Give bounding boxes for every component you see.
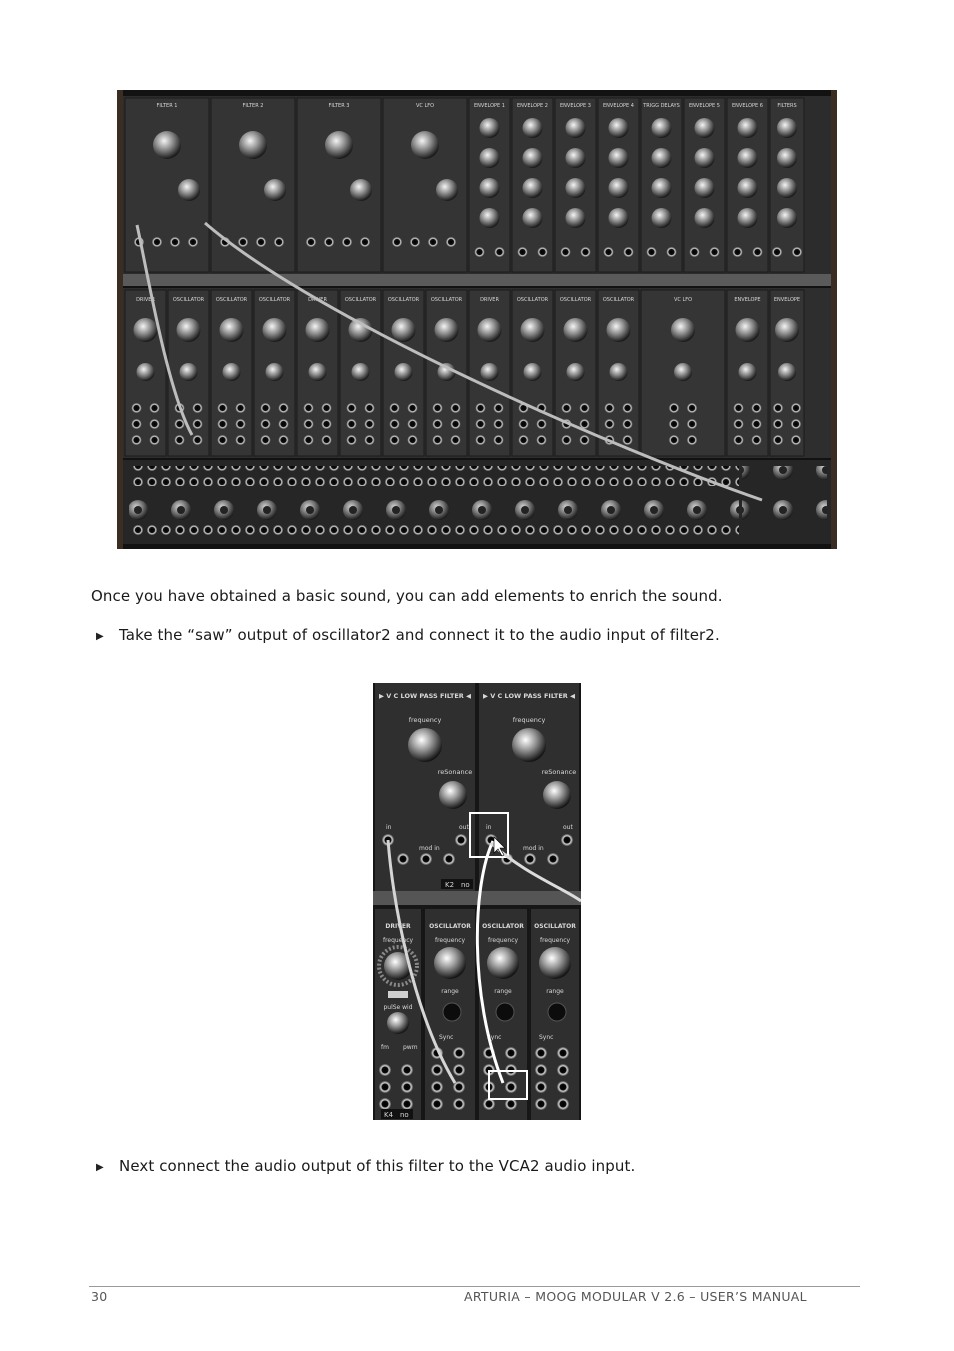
jack[interactable] <box>408 403 418 413</box>
module-knob[interactable] <box>309 363 327 381</box>
patch-jack[interactable] <box>431 1064 443 1076</box>
jack[interactable] <box>773 403 783 413</box>
patch-jack[interactable] <box>401 1064 413 1076</box>
jack[interactable] <box>669 419 679 429</box>
jack[interactable] <box>519 419 529 429</box>
jack[interactable] <box>753 247 763 257</box>
module-knob[interactable] <box>739 363 757 381</box>
jack[interactable] <box>476 403 486 413</box>
patch-jack[interactable] <box>431 1081 443 1093</box>
jack[interactable] <box>605 419 615 429</box>
patch-jack[interactable] <box>535 1098 547 1110</box>
filter-2-frequency-label: frequency <box>512 716 546 724</box>
filter-1-frequency-label: frequency <box>408 716 442 724</box>
jack[interactable] <box>193 403 203 413</box>
osc-3-range-label: range <box>546 988 564 995</box>
pwm-label: pwm <box>403 1044 418 1051</box>
jack[interactable] <box>150 403 160 413</box>
filter-2-out-label: out <box>563 824 573 831</box>
top-module-title: FILTER 2 <box>242 103 264 109</box>
bottom-module-title: DRIVER <box>308 297 327 303</box>
envelope-knob[interactable] <box>777 208 797 228</box>
jack[interactable] <box>347 419 357 429</box>
page-number: 30 <box>91 1289 108 1304</box>
envelope-knob[interactable] <box>523 148 543 168</box>
patch-jack[interactable] <box>505 1047 517 1059</box>
jack[interactable] <box>175 419 185 429</box>
filter-knob[interactable] <box>350 179 372 201</box>
jack[interactable] <box>390 419 400 429</box>
jack[interactable] <box>279 403 289 413</box>
jack[interactable] <box>304 419 314 429</box>
module-knob[interactable] <box>352 363 370 381</box>
osc-2-sync-label: Sync <box>487 1034 502 1041</box>
osc-2-frequency-label: frequency <box>487 937 519 944</box>
jack[interactable] <box>365 419 375 429</box>
filter-2-mod-in-label: mod in <box>523 845 544 852</box>
jack[interactable] <box>734 419 744 429</box>
top-module-title: ENVELOPE 2 <box>517 103 548 109</box>
jack[interactable] <box>476 435 486 445</box>
jack[interactable] <box>624 247 634 257</box>
jack[interactable] <box>256 237 266 247</box>
jack[interactable] <box>132 403 142 413</box>
jack[interactable] <box>408 419 418 429</box>
module-knob[interactable] <box>349 318 373 342</box>
jack[interactable] <box>538 247 548 257</box>
jack[interactable] <box>687 403 697 413</box>
filter-2-title: ▶ V C LOW PASS FILTER ◀ <box>482 692 576 700</box>
module-knob[interactable] <box>671 318 695 342</box>
jack[interactable] <box>752 419 762 429</box>
envelope-knob[interactable] <box>609 178 629 198</box>
patch-jack[interactable] <box>431 1098 443 1110</box>
jack[interactable] <box>537 419 547 429</box>
jack[interactable] <box>561 247 571 257</box>
osc-1-frequency-label: frequency <box>434 937 466 944</box>
module-knob[interactable] <box>395 363 413 381</box>
bottom-module-title: ENVELOPE <box>773 297 801 303</box>
osc-3-frequency-label: frequency <box>539 937 571 944</box>
jack[interactable] <box>218 419 228 429</box>
bottom-module-title: OSCILLATOR <box>516 297 549 303</box>
patch-jack[interactable] <box>557 1064 569 1076</box>
module-knob[interactable] <box>220 318 244 342</box>
jack[interactable] <box>150 419 160 429</box>
jack[interactable] <box>494 403 504 413</box>
jack[interactable] <box>238 237 248 247</box>
jack[interactable] <box>279 435 289 445</box>
jack[interactable] <box>236 435 246 445</box>
oscillator-3-title: OSCILLATOR <box>534 923 576 930</box>
jack[interactable] <box>451 419 461 429</box>
filter-knob[interactable] <box>239 131 267 159</box>
oscillator-1-title: OSCILLATOR <box>429 923 471 930</box>
jack[interactable] <box>451 403 461 413</box>
patch-jack[interactable] <box>557 1098 569 1110</box>
jack[interactable] <box>451 435 461 445</box>
patch-jack[interactable] <box>453 1047 465 1059</box>
jack[interactable] <box>752 403 762 413</box>
jack[interactable] <box>342 237 352 247</box>
envelope-knob[interactable] <box>738 148 758 168</box>
filter-1-in-label: in <box>386 824 392 831</box>
module-knob[interactable] <box>610 363 628 381</box>
patch-jack[interactable] <box>505 1081 517 1093</box>
filter-knob[interactable] <box>264 179 286 201</box>
filter-knob[interactable] <box>436 179 458 201</box>
top-module-title: TRIGG DELAYS <box>643 103 680 109</box>
module-knob[interactable] <box>674 363 692 381</box>
envelope-knob[interactable] <box>480 148 500 168</box>
manual-title: ARTURIA – MOOG MODULAR V 2.6 – USER’S MANUAL <box>464 1289 807 1304</box>
jack[interactable] <box>791 419 801 429</box>
filter-2-resonance-knob[interactable] <box>543 781 571 809</box>
moog-patch-screenshot <box>117 90 837 549</box>
envelope-knob[interactable] <box>652 208 672 228</box>
patch-jack[interactable] <box>401 1081 413 1093</box>
bottom-module-title: VC LFO <box>673 297 693 303</box>
osc-1-range-label: range <box>441 988 459 995</box>
jack[interactable] <box>623 419 633 429</box>
envelope-knob[interactable] <box>695 178 715 198</box>
module-knob[interactable] <box>567 363 585 381</box>
jack[interactable] <box>562 435 572 445</box>
jack[interactable] <box>518 247 528 257</box>
module-knob[interactable] <box>481 363 499 381</box>
patch-jack[interactable] <box>401 1098 413 1110</box>
module-knob[interactable] <box>607 318 631 342</box>
module-knob[interactable] <box>306 318 330 342</box>
filter-knob[interactable] <box>411 131 439 159</box>
filter-1-resonance-label: reSonance <box>437 768 473 776</box>
step-2-text: Next connect the audio output of this filter to the VCA2 audio input. <box>119 1157 636 1175</box>
jack[interactable] <box>279 419 289 429</box>
patch-jack[interactable] <box>535 1047 547 1059</box>
top-module-title: ENVELOPE 6 <box>732 103 763 109</box>
step-1-text: Take the “saw” output of oscillator2 and connect it to the audio input of filter2. <box>119 626 720 644</box>
oscillator-2-title: OSCILLATOR <box>482 923 524 930</box>
top-module-title: ENVELOPE 3 <box>560 103 591 109</box>
jack[interactable] <box>581 247 591 257</box>
bottom-module-title: ENVELOPE <box>734 297 761 303</box>
jack[interactable] <box>647 247 657 257</box>
jack[interactable] <box>733 247 743 257</box>
envelope-knob[interactable] <box>609 208 629 228</box>
filter-1-title: ▶ V C LOW PASS FILTER ◀ <box>378 692 472 700</box>
patch-jack[interactable] <box>535 1081 547 1093</box>
envelope-knob[interactable] <box>695 148 715 168</box>
jack[interactable] <box>687 419 697 429</box>
jack[interactable] <box>773 419 783 429</box>
jack[interactable] <box>604 247 614 257</box>
jack[interactable] <box>537 435 547 445</box>
jack[interactable] <box>687 435 697 445</box>
top-module-title: FILTER 3 <box>328 103 350 109</box>
jack[interactable] <box>773 435 783 445</box>
envelope-knob[interactable] <box>609 118 629 138</box>
jack[interactable] <box>365 403 375 413</box>
module-knob[interactable] <box>478 318 502 342</box>
jack[interactable] <box>605 403 615 413</box>
envelope-knob[interactable] <box>523 178 543 198</box>
patch-jack[interactable] <box>379 1081 391 1093</box>
filter-2-out-jack[interactable] <box>561 834 573 846</box>
jack[interactable] <box>690 247 700 257</box>
module-knob[interactable] <box>524 363 542 381</box>
envelope-knob[interactable] <box>480 118 500 138</box>
jack[interactable] <box>170 237 180 247</box>
osc-1-sync-label: Sync <box>439 1034 454 1041</box>
jack[interactable] <box>428 237 438 247</box>
jack[interactable] <box>274 237 284 247</box>
top-module-title: VC LFO <box>415 103 435 109</box>
jack[interactable] <box>360 237 370 247</box>
filter-2-in-label: in <box>486 824 492 831</box>
jack[interactable] <box>175 435 185 445</box>
jack[interactable] <box>791 435 801 445</box>
jack[interactable] <box>669 435 679 445</box>
module-knob[interactable] <box>435 318 459 342</box>
osc-2-range-label: range <box>494 988 512 995</box>
filter-2-resonance-label: reSonance <box>541 768 577 776</box>
bottom-module-title: OSCILLATOR <box>258 297 291 303</box>
jack[interactable] <box>365 435 375 445</box>
jack[interactable] <box>132 435 142 445</box>
jack[interactable] <box>304 435 314 445</box>
envelope-knob[interactable] <box>480 178 500 198</box>
jack[interactable] <box>236 419 246 429</box>
pulse-width-label: pulSe wid <box>383 1004 413 1011</box>
jack[interactable] <box>752 435 762 445</box>
envelope-knob[interactable] <box>777 178 797 198</box>
filter-1-out-jack[interactable] <box>455 834 467 846</box>
bottom-module-title: OSCILLATOR <box>172 297 205 303</box>
k2-label: K2 <box>445 881 455 889</box>
envelope-knob[interactable] <box>523 118 543 138</box>
jack[interactable] <box>322 403 332 413</box>
bottom-module-title: DRIVER <box>136 297 155 303</box>
patch-jack[interactable] <box>535 1064 547 1076</box>
jack[interactable] <box>494 419 504 429</box>
jack[interactable] <box>580 435 590 445</box>
jack[interactable] <box>433 419 443 429</box>
envelope-knob[interactable] <box>523 208 543 228</box>
jack[interactable] <box>494 435 504 445</box>
filter-1-resonance-knob[interactable] <box>439 781 467 809</box>
jack[interactable] <box>390 435 400 445</box>
envelope-knob[interactable] <box>609 148 629 168</box>
top-module-title: FILTERS <box>777 103 797 109</box>
jack[interactable] <box>304 403 314 413</box>
filter-1-out-label: out <box>459 824 469 831</box>
jack[interactable] <box>667 247 677 257</box>
jack[interactable] <box>734 435 744 445</box>
envelope-knob[interactable] <box>652 118 672 138</box>
k4-label: K4 <box>384 1111 394 1119</box>
top-module-title: FILTER 1 <box>156 103 178 109</box>
module-knob[interactable] <box>263 318 287 342</box>
module-knob[interactable] <box>134 318 158 342</box>
jack[interactable] <box>772 247 782 257</box>
jack[interactable] <box>188 237 198 247</box>
jack[interactable] <box>433 403 443 413</box>
top-module-title: ENVELOPE 5 <box>689 103 720 109</box>
module-knob[interactable] <box>778 363 796 381</box>
jack[interactable] <box>193 419 203 429</box>
bottom-module-title: OSCILLATOR <box>215 297 248 303</box>
top-module-title: ENVELOPE 1 <box>474 103 505 109</box>
pulse-width-knob[interactable] <box>387 1012 409 1034</box>
jack[interactable] <box>410 237 420 247</box>
module-knob[interactable] <box>177 318 201 342</box>
envelope-knob[interactable] <box>480 208 500 228</box>
bottom-module-title: OSCILLATOR <box>602 297 635 303</box>
patch-jack[interactable] <box>379 1064 391 1076</box>
jack[interactable] <box>261 419 271 429</box>
filter-knob[interactable] <box>178 179 200 201</box>
module-knob[interactable] <box>266 363 284 381</box>
jack[interactable] <box>792 247 802 257</box>
jack[interactable] <box>306 237 316 247</box>
jack[interactable] <box>475 247 485 257</box>
jack[interactable] <box>734 403 744 413</box>
osc-3-frequency-knob[interactable] <box>539 947 571 979</box>
jack[interactable] <box>236 403 246 413</box>
module-knob[interactable] <box>137 363 155 381</box>
jack[interactable] <box>218 403 228 413</box>
top-module-title: ENVELOPE 4 <box>603 103 634 109</box>
envelope-knob[interactable] <box>566 178 586 198</box>
jack[interactable] <box>347 403 357 413</box>
filter-knob[interactable] <box>325 131 353 159</box>
jack[interactable] <box>446 237 456 247</box>
envelope-knob[interactable] <box>738 208 758 228</box>
envelope-knob[interactable] <box>566 118 586 138</box>
patch-jack[interactable] <box>453 1064 465 1076</box>
bottom-module-title: OSCILLATOR <box>430 297 463 303</box>
jack[interactable] <box>390 403 400 413</box>
bottom-module-title: OSCILLATOR <box>344 297 377 303</box>
envelope-knob[interactable] <box>566 148 586 168</box>
bottom-module-title: DRIVER <box>480 297 499 303</box>
module-knob[interactable] <box>564 318 588 342</box>
jack[interactable] <box>623 403 633 413</box>
jack[interactable] <box>669 403 679 413</box>
bottom-module-title: OSCILLATOR <box>387 297 420 303</box>
driver-frequency-label: frequency <box>382 937 414 944</box>
envelope-knob[interactable] <box>695 208 715 228</box>
jack[interactable] <box>347 435 357 445</box>
jack[interactable] <box>433 435 443 445</box>
envelope-knob[interactable] <box>652 178 672 198</box>
module-knob[interactable] <box>775 318 799 342</box>
fm-label: fm <box>381 1044 389 1051</box>
jack[interactable] <box>193 435 203 445</box>
osc-2-frequency-knob[interactable] <box>487 947 519 979</box>
envelope-knob[interactable] <box>695 118 715 138</box>
jack[interactable] <box>791 403 801 413</box>
patch-jack[interactable] <box>379 1098 391 1110</box>
jack[interactable] <box>261 435 271 445</box>
jack[interactable] <box>476 419 486 429</box>
filter-oscillator-detail-screenshot <box>373 683 581 1120</box>
jack[interactable] <box>152 237 162 247</box>
module-knob[interactable] <box>392 318 416 342</box>
footer-divider <box>89 1286 860 1287</box>
jack[interactable] <box>322 419 332 429</box>
envelope-knob[interactable] <box>566 208 586 228</box>
jack[interactable] <box>392 237 402 247</box>
module-knob[interactable] <box>223 363 241 381</box>
filter-1-mod-in-label: mod in <box>419 845 440 852</box>
filter-2-frequency-knob[interactable] <box>512 728 546 762</box>
bullet-arrow-icon: ▶ <box>96 631 104 642</box>
jack[interactable] <box>408 435 418 445</box>
module-knob[interactable] <box>521 318 545 342</box>
jack[interactable] <box>261 403 271 413</box>
envelope-knob[interactable] <box>738 118 758 138</box>
filter-knob[interactable] <box>153 131 181 159</box>
jack[interactable] <box>324 237 334 247</box>
module-knob[interactable] <box>736 318 760 342</box>
envelope-knob[interactable] <box>777 148 797 168</box>
bullet-arrow-icon: ▶ <box>96 1162 104 1173</box>
jack[interactable] <box>495 247 505 257</box>
jack[interactable] <box>623 435 633 445</box>
k4-no-label: no <box>400 1111 409 1119</box>
patch-jack[interactable] <box>453 1098 465 1110</box>
driver-title: DRIVER <box>385 923 411 930</box>
intro-paragraph: Once you have obtained a basic sound, you can add elements to enrich the sound. <box>91 587 723 605</box>
bottom-module-title: OSCILLATOR <box>559 297 592 303</box>
module-knob[interactable] <box>180 363 198 381</box>
filter-1-frequency-knob[interactable] <box>408 728 442 762</box>
jack[interactable] <box>132 419 142 429</box>
jack[interactable] <box>710 247 720 257</box>
osc-3-sync-label: Sync <box>539 1034 554 1041</box>
envelope-knob[interactable] <box>738 178 758 198</box>
jack[interactable] <box>322 435 332 445</box>
jack[interactable] <box>519 435 529 445</box>
osc-1-frequency-knob[interactable] <box>434 947 466 979</box>
envelope-knob[interactable] <box>652 148 672 168</box>
k2-no-label: no <box>461 881 470 889</box>
jack[interactable] <box>150 435 160 445</box>
jack[interactable] <box>562 403 572 413</box>
jack[interactable] <box>580 403 590 413</box>
patch-jack[interactable] <box>557 1047 569 1059</box>
envelope-knob[interactable] <box>777 118 797 138</box>
patch-jack[interactable] <box>557 1081 569 1093</box>
jack[interactable] <box>218 435 228 445</box>
